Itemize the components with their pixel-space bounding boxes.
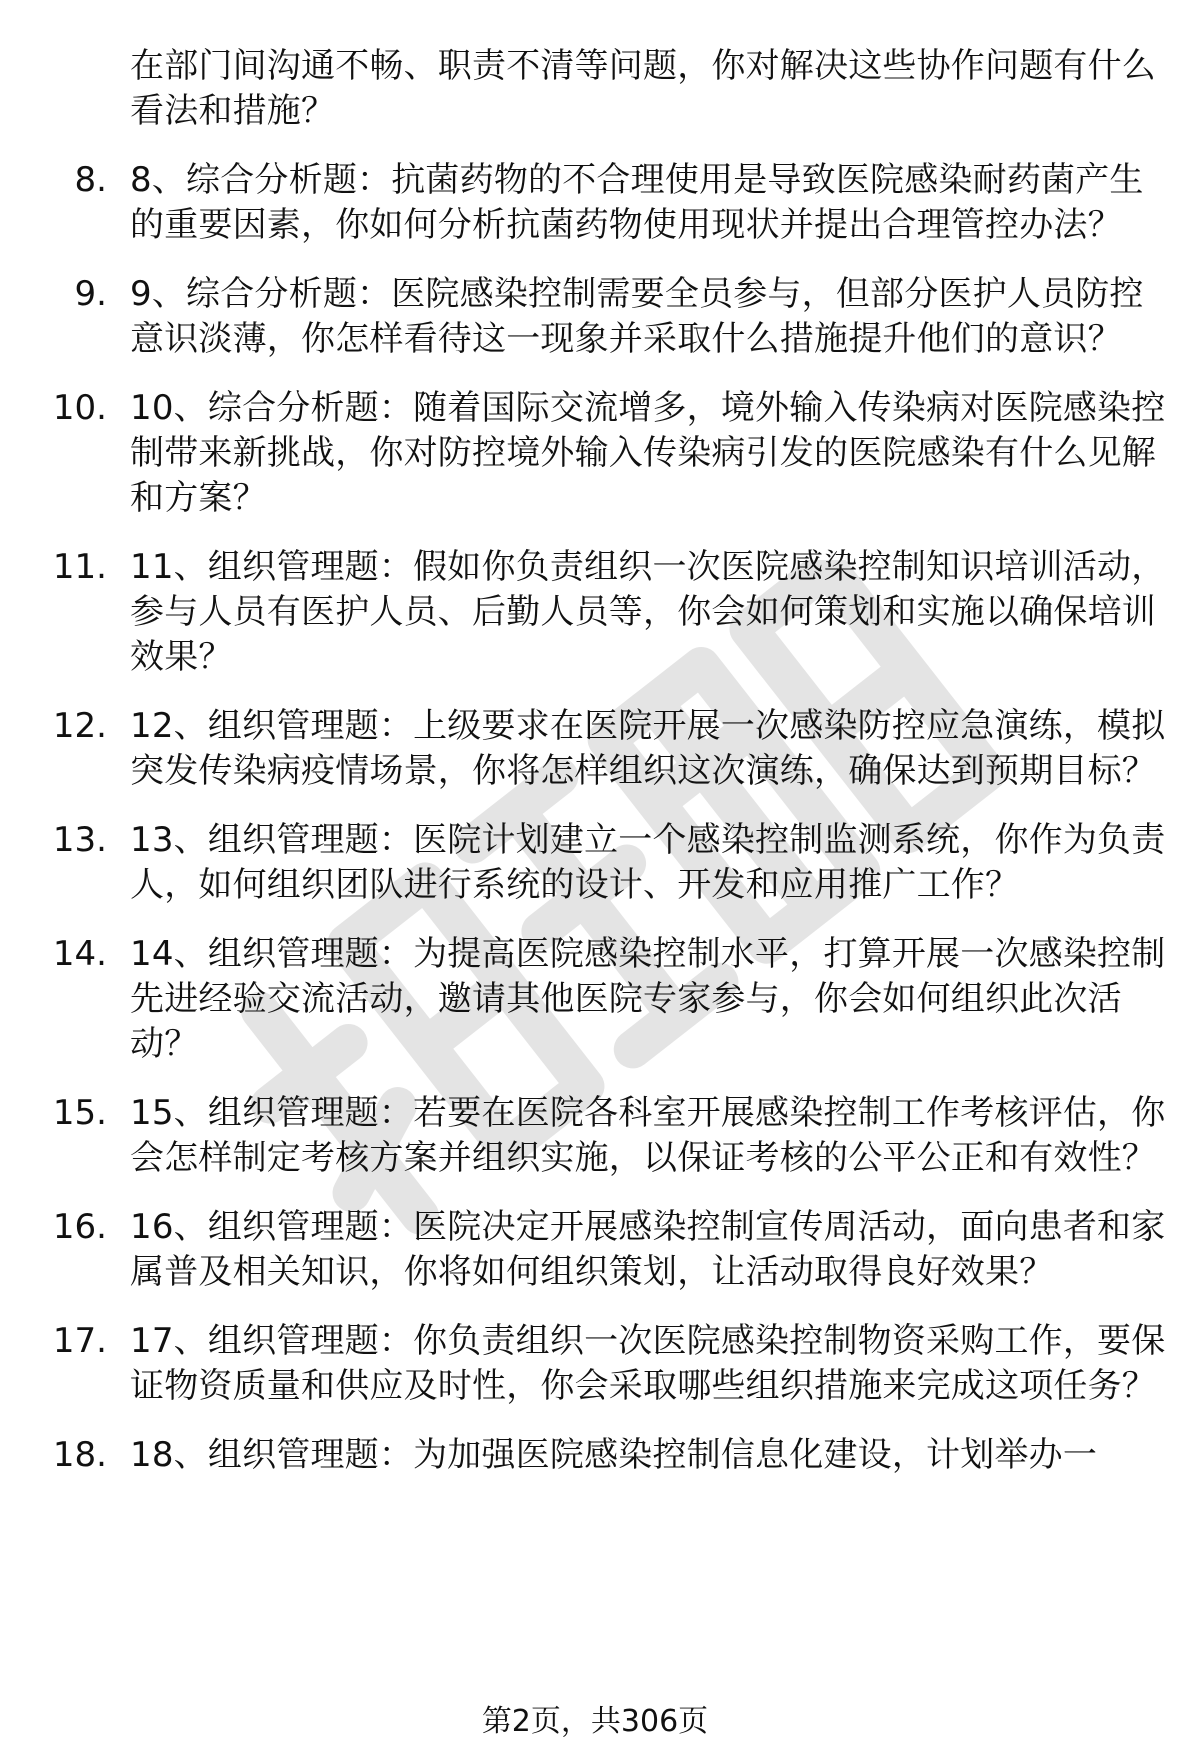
list-item (0, 1205, 1190, 1295)
item-text: 16、组织管理题：医院决定开展感染控制宣传周活动，面向患者和家属普及相关知识，你将如何组织策划，让活动取得良好效果？ (130, 1207, 1166, 1292)
item-text: 10、综合分析题：随着国际交流增多，境外输入传染病对医院感染控制带来新挑战，你对防控境外输入传染病引发的医院感染有什么见解和方案？ (130, 388, 1166, 518)
list-item (0, 158, 1190, 248)
item-number: 17. (52, 1321, 107, 1361)
item-text: 11、组织管理题：假如你负责组织一次医院感染控制知识培训活动，参与人员有医护人员、后勤人员等，你会如何策划和实施以确保培训效果？ (130, 547, 1166, 677)
list-item (0, 704, 1190, 794)
item-text: 12、组织管理题：上级要求在医院开展一次感染防控应急演练，模拟突发传染病疫情场景，你将怎样组织这次演练，确保达到预期目标？ (130, 706, 1166, 791)
page-number-label: 第2页，共306页 (481, 1704, 709, 1739)
item-text: 15、组织管理题：若要在医院各科室开展感染控制工作考核评估，你会怎样制定考核方案并组织实施，以保证考核的公平公正和有效性？ (130, 1093, 1166, 1178)
continuation-text: 在部门间沟通不畅、职责不清等问题，你对解决这些协作问题有什么看法和措施？ (130, 46, 1156, 131)
item-text: 14、组织管理题：为提高医院感染控制水平，打算开展一次感染控制先进经验交流活动，邀请其他医院专家参与，你会如何组织此次活动？ (130, 934, 1166, 1064)
list-item (0, 545, 1190, 680)
item-text: 17、组织管理题：你负责组织一次医院感染控制物资采购工作，要保证物资质量和供应及时性，你会采取哪些组织措施来完成这项任务？ (130, 1321, 1166, 1406)
item-text: 9、综合分析题：医院感染控制需要全员参与，但部分医护人员防控意识淡薄，你怎样看待这一现象并采取什么措施提升他们的意识？ (130, 274, 1144, 359)
item-text: 8、综合分析题：抗菌药物的不合理使用是导致医院感染耐药菌产生的重要因素，你如何分析抗菌药物使用现状并提出合理管控办法？ (130, 160, 1144, 245)
item-number: 16. (52, 1207, 107, 1247)
item-number: 9. (74, 274, 107, 314)
list-item (0, 272, 1190, 362)
item-number: 11. (52, 547, 107, 587)
item-number: 12. (52, 706, 107, 746)
item-text: 18、组织管理题：为加强医院感染控制信息化建设，计划举办一 (130, 1435, 1098, 1475)
list-item (0, 386, 1190, 521)
item-number: 15. (52, 1093, 107, 1133)
item-number: 8. (74, 160, 107, 200)
item-number: 10. (52, 388, 107, 428)
item-number: 13. (52, 820, 107, 860)
item-text: 13、组织管理题：医院计划建立一个感染控制监测系统，你作为负责人，如何组织团队进行系统的设计、开发和应用推广工作？ (130, 820, 1166, 905)
list-item (0, 1433, 1190, 1478)
list-item (0, 1091, 1190, 1181)
page-footer (0, 1702, 1190, 1742)
list-item-continuation (0, 44, 1190, 134)
item-number: 14. (52, 934, 107, 974)
list-item (0, 818, 1190, 908)
item-number: 18. (52, 1435, 107, 1475)
list-item (0, 932, 1190, 1067)
question-list (0, 44, 1190, 1502)
list-item (0, 1319, 1190, 1409)
